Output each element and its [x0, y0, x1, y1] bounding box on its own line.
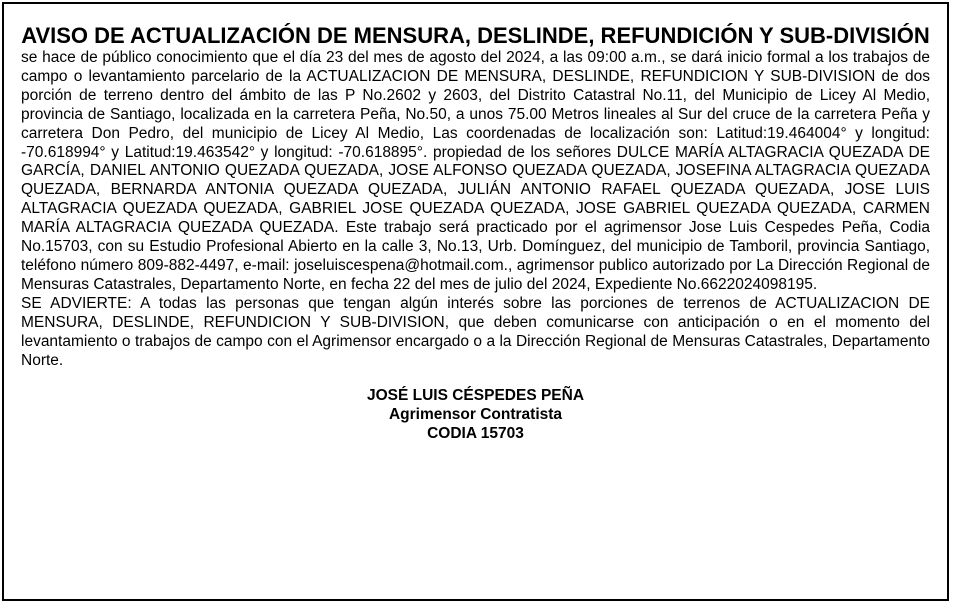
- signature-block: [21, 386, 930, 443]
- signature-role: Agrimensor Contratista: [388, 406, 563, 424]
- signature-codia: CODIA 15703: [427, 425, 524, 443]
- signature-name: JOSÉ LUIS CÉSPEDES PEÑA: [366, 387, 585, 405]
- notice-title: AVISO DE ACTUALIZACIÓN DE MENSURA, DESLINDE, REFUNDICIÓN Y SUB-DIVISIÓN: [21, 23, 930, 48]
- legal-notice: [2, 2, 949, 601]
- notice-paragraph-warning: SE ADVIERTE: A todas las personas que tengan algún interés sobre las porciones de terrenos de ACTUALIZACION DE MENSURA, DESLINDE, REFUNDICION Y SUB-DIVISION, que deben comunicarse con anticipación o en el momento del levantamiento o trabajos de campo con el Agrimensor encargado o a la Dirección Regional de Mensuras Catastrales, Departamento Norte.: [21, 294, 930, 369]
- notice-paragraph-main: se hace de público conocimiento que el día 23 del mes de agosto del 2024, a las 09:00 a.m., se dará inicio formal a los trabajos de campo o levantamiento parcelario de la ACTUALIZACION DE MENSURA, DESLINDE, REFUNDICION Y SUB-DIVISION de dos porción de terreno dentro del ámbito de las P No.2602 y 2603, del Distrito Catastral No.11, del Municipio de Licey Al Medio, provincia de Santiago, localizada en la carretera Peña, No.50, a unos 75.00 Metros lineales al Sur del cruce de la carretera Peña y carretera Don Pedro, del municipio de Licey Al Medio, Las coordenadas de localización son: Latitud:19.464004° y longitud: -70.618994° y Latitud:19.463542° y longitud: -70.618895°. propiedad de los señores DULCE MARÍA ALTAGRACIA QUEZADA DE GARCÍA, DANIEL ANTONIO QUEZADA QUEZADA, JOSE ALFONSO QUEZADA QUEZADA, JOSEFINA ALTAGRACIA QUEZADA QUEZADA, BERNARDA ANTONIA QUEZADA QUEZADA, JULIÁN ANTONIO RAFAEL QUEZADA QUEZADA, JOSE LUIS ALTAGRACIA QUEZADA QUEZADA, GABRIEL JOSE QUEZADA QUEZADA, JOSE GABRIEL QUEZADA QUEZADA, CARMEN MARÍA ALTAGRACIA QUEZADA QUEZADA. Este trabajo será practicado por el agrimensor Jose Luis Cespedes Peña, Codia No.15703, con su Estudio Profesional Abierto en la calle 3, No.13, Urb. Domínguez, del municipio de Tamboril, provincia Santiago, teléfono número 809-882-4497, e-mail: joseluiscespena@hotmail.com., agrimensor publico autorizado por La Dirección Regional de Mensuras Catastrales, Departamento Norte, en fecha 22 del mes de julio del 2024, Expediente No.6622024098195.: [21, 49, 930, 293]
